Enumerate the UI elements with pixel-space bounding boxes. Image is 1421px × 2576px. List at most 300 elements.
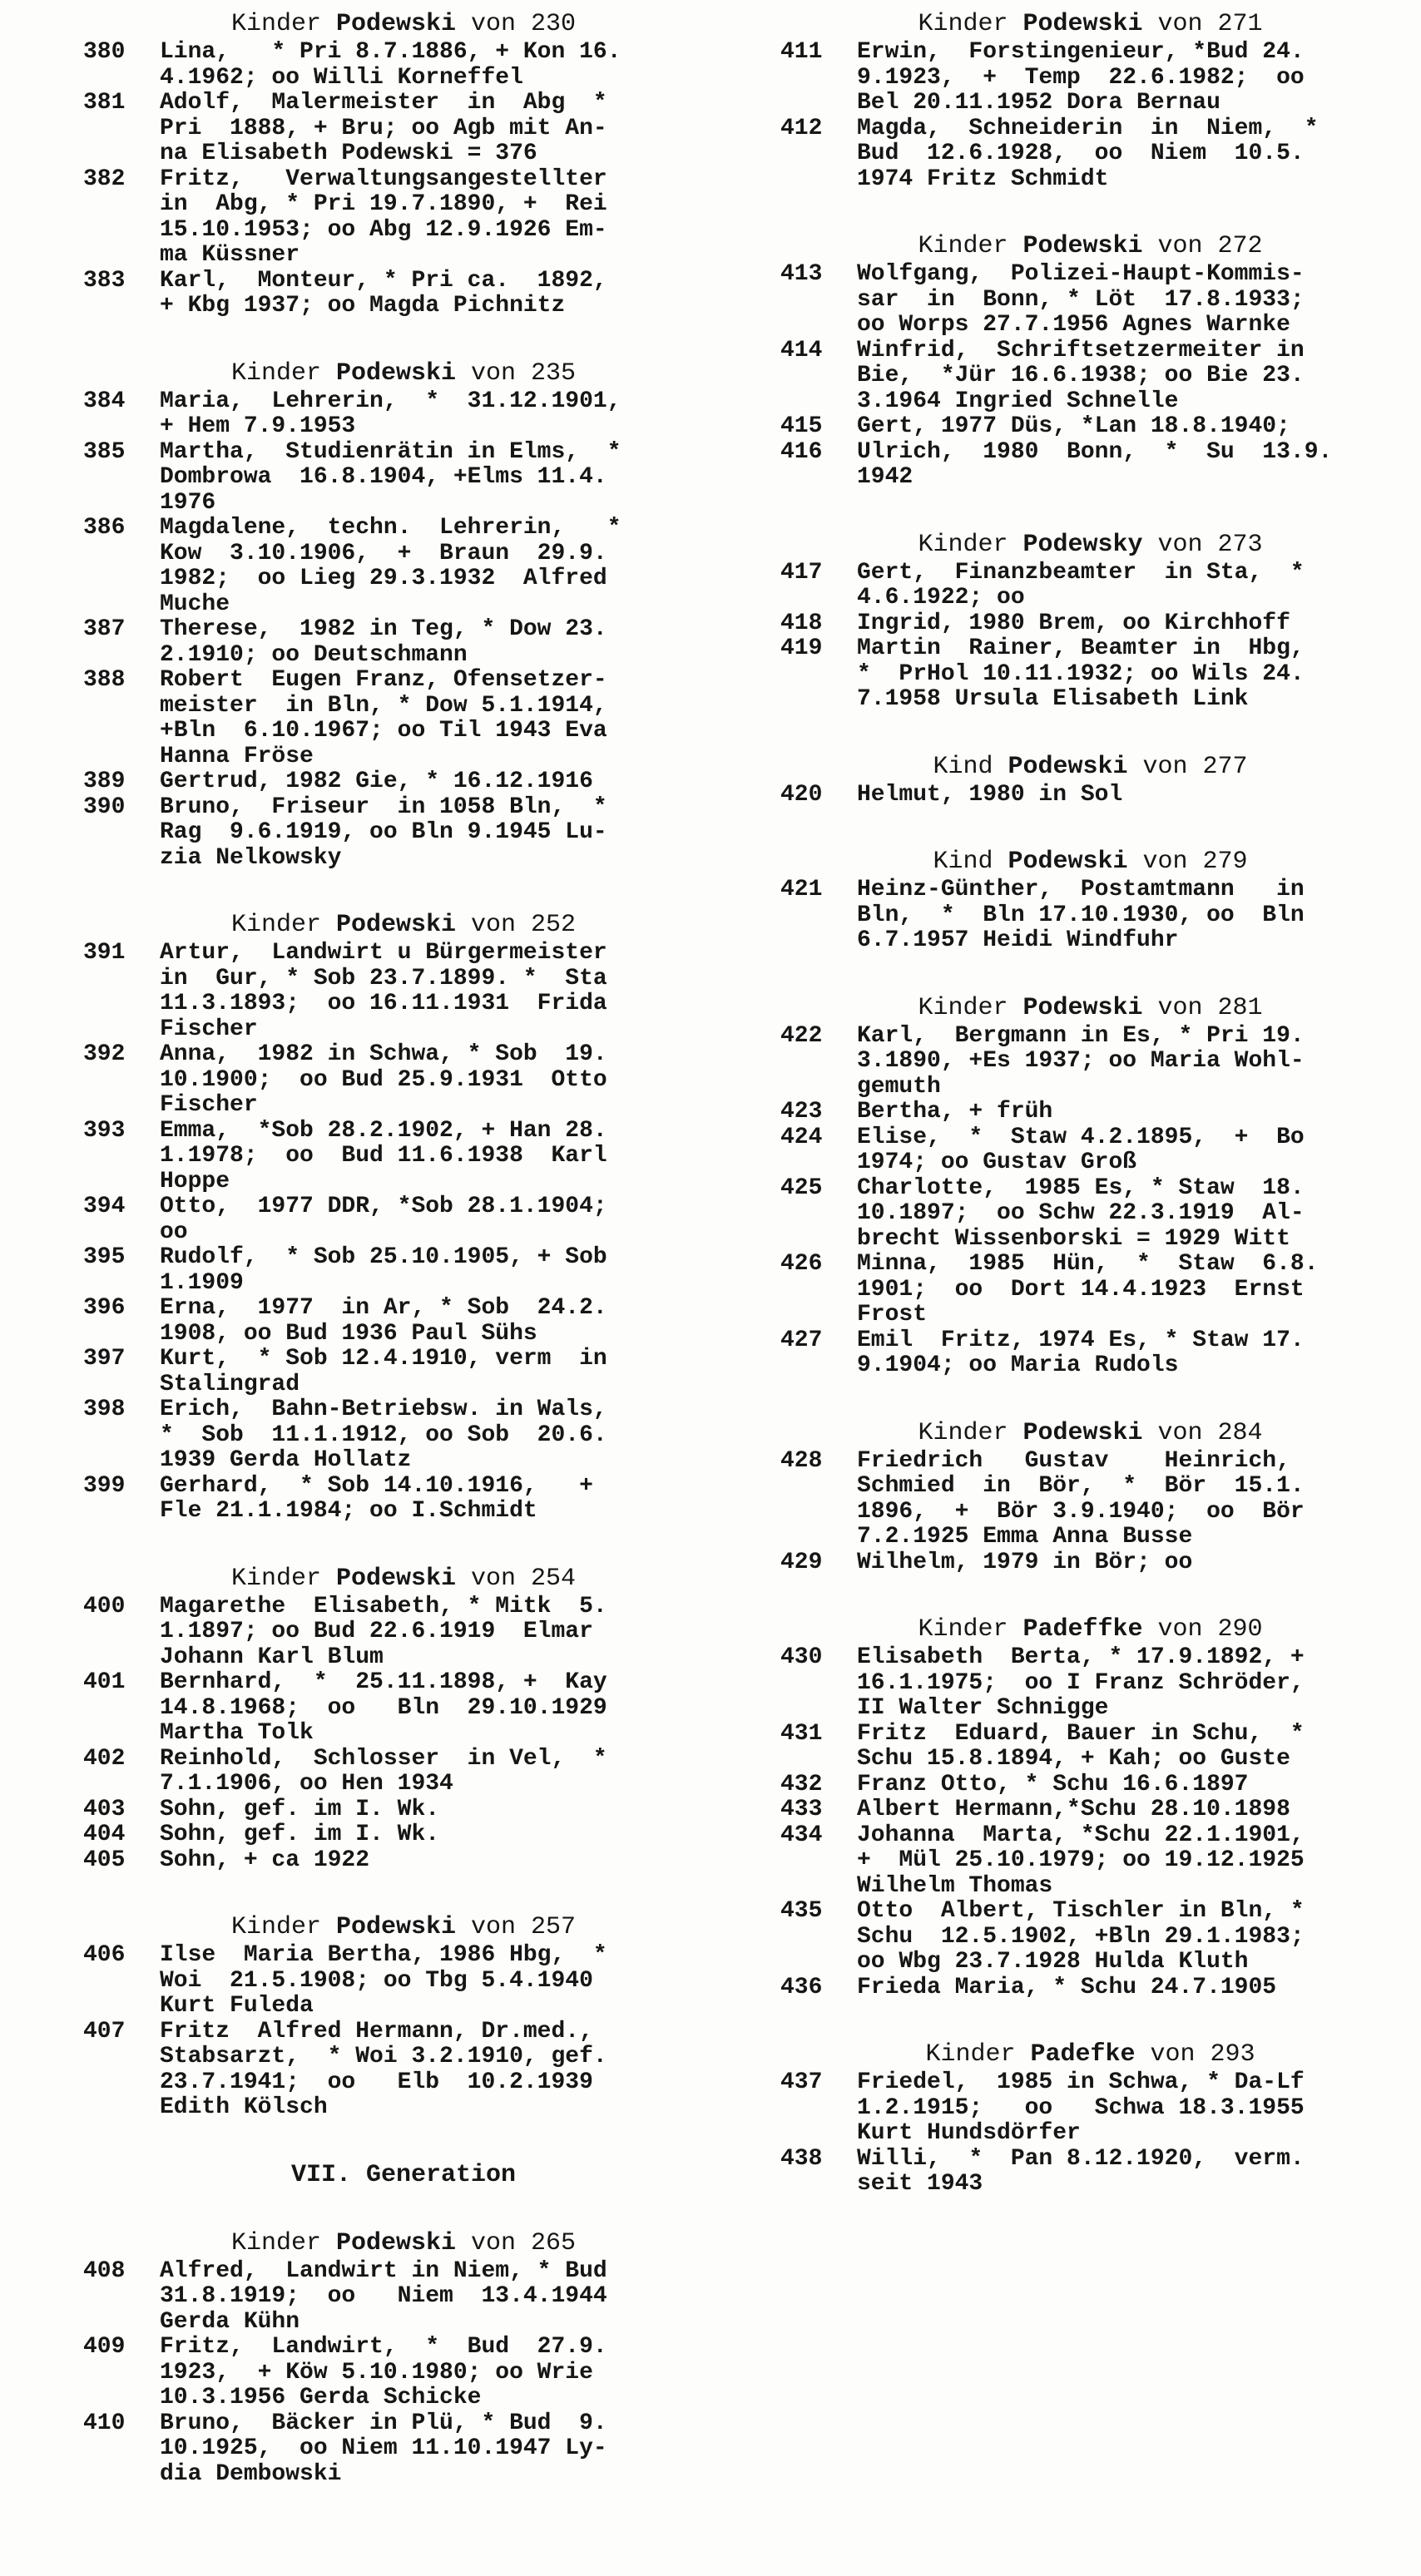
entry-line: gemuth (857, 1073, 941, 1100)
entry-line: Erwin, Forstingenieur, *Bud 24. (857, 39, 1305, 65)
entry-text (857, 116, 1400, 193)
section-heading (780, 2040, 1400, 2069)
entry-text (160, 1119, 724, 1195)
family-section (780, 2040, 1400, 2198)
entry-line: Willi, * Pan 8.12.1920, verm. (857, 2145, 1305, 2172)
entry-line: Magarethe Elisabeth, * Mitk 5. (160, 1593, 607, 1619)
entry-line: Lina, * Pri 8.7.1886, + Kon 16. (160, 39, 621, 65)
section-gap (83, 2189, 724, 2229)
entry-line: Schu 15.8.1894, + Kah; oo Guste (857, 1746, 1290, 1772)
heading-surname: Padeffke (1022, 1615, 1143, 1644)
entry-text (160, 1347, 724, 1397)
entry-line: Edith Kölsch (160, 2094, 328, 2120)
entry-number: 393 (83, 1117, 126, 1144)
person-entry (83, 795, 724, 872)
entry-line: 1901; oo Dort 14.4.1923 Ernst (857, 1276, 1305, 1303)
entry-line: Ilse Maria Bertha, 1986 Hbg, * (160, 1942, 607, 1968)
entry-line: ma Küssner (160, 242, 300, 268)
section-gap (780, 1379, 1400, 1419)
entry-text (160, 1943, 724, 2020)
person-entry (780, 1024, 1400, 1100)
family-section (780, 994, 1400, 1379)
entry-line: 7.1958 Ursula Elisabeth Link (857, 686, 1249, 712)
person-entry (780, 1328, 1400, 1379)
entry-line: 11.3.1893; oo 16.11.1931 Frida (160, 991, 607, 1016)
entry-line: Frieda Maria, * Schu 24.7.1905 (857, 1974, 1277, 2000)
entry-text (857, 1125, 1400, 1176)
entry-line: Emma, *Sob 28.2.1902, + Han 28. (160, 1117, 607, 1144)
heading-surname: Podewski (1022, 993, 1143, 1022)
generation-title: VII. Generation (290, 2160, 517, 2189)
entry-line: Bie, *Jür 16.6.1938; oo Bie 23. (857, 363, 1305, 388)
entry-number: 431 (780, 1720, 823, 1747)
entry-text (160, 2020, 724, 2121)
person-entry (780, 40, 1400, 116)
entry-number: 386 (83, 515, 126, 541)
entry-text (857, 1797, 1400, 1823)
entry-text (160, 1296, 724, 1347)
section-gap (83, 319, 724, 359)
entry-line: Schmied in Bör, * Bör 15.1. (857, 1473, 1305, 1499)
entry-line: Wolfgang, Polizei-Haupt-Kommis- (857, 261, 1305, 287)
entry-number: 390 (83, 794, 126, 820)
heading-parent-ref: von 271 (1142, 10, 1263, 38)
entry-line: 1.2.1915; oo Schwa 18.3.1955 (857, 2094, 1305, 2121)
entry-line: Albert Hermann,*Schu 28.10.1898 (857, 1797, 1290, 1822)
entry-line: 9.1904; oo Maria Rudols (857, 1352, 1179, 1378)
entry-line: in Gur, * Sob 23.7.1899. * Sta (160, 965, 607, 991)
entry-line: Winfrid, Schriftsetzermeiter in (857, 337, 1305, 363)
entry-line: Emil Fritz, 1974 Es, * Staw 17. (857, 1327, 1305, 1353)
heading-parent-ref: von 281 (1142, 993, 1263, 1022)
heading-surname: Podewski (335, 2228, 457, 2257)
heading-surname: Podewski (1008, 848, 1128, 876)
entry-line: Bruno, Friseur in 1058 Bln, * (160, 794, 607, 820)
entry-number: 433 (780, 1797, 823, 1822)
entry-line: Maria, Lehrerin, * 31.12.1901, (160, 388, 621, 414)
entry-line: Charlotte, 1985 Es, * Staw 18. (857, 1174, 1305, 1201)
heading-prefix: Kinder (230, 1913, 336, 1941)
entry-line: Fritz Alfred Hermann, Dr.med., (160, 2018, 593, 2044)
entry-line: meister in Bln, * Dow 5.1.1914, (160, 692, 607, 719)
entry-line: Frost (857, 1302, 928, 1328)
heading-surname: Podewski (335, 1913, 457, 1941)
entry-number: 401 (83, 1669, 126, 1695)
entry-number: 423 (780, 1099, 823, 1125)
entry-line: Artur, Landwirt u Bürgermeister (160, 940, 607, 966)
entry-line: Magdalene, techn. Lehrerin, * (160, 515, 621, 541)
entry-line: 2.1910; oo Deutschmann (160, 641, 468, 668)
entry-text (857, 440, 1400, 491)
entry-text (160, 2259, 724, 2336)
family-section (83, 1565, 724, 1874)
person-entry (83, 1296, 724, 1347)
entry-number: 381 (83, 90, 126, 116)
section-heading (780, 1419, 1400, 1447)
entry-number: 418 (780, 610, 823, 636)
person-entry (780, 1722, 1400, 1773)
person-entry (780, 611, 1400, 637)
heading-surname: Podewsky (1022, 530, 1143, 559)
entry-line: dia Dembowski (160, 2460, 342, 2487)
entry-line: Therese, 1982 in Teg, * Dow 23. (160, 616, 607, 642)
entry-number: 406 (83, 1942, 126, 1968)
person-entry (780, 1975, 1400, 2001)
entry-line: Helmut, 1980 in Sol (857, 781, 1123, 808)
entry-line: 1939 Gerda Hollatz (160, 1447, 412, 1473)
entry-line: Gert, Finanzbeamter in Sta, * (857, 559, 1305, 586)
entry-number: 413 (780, 261, 823, 287)
entry-number: 382 (83, 166, 126, 192)
entry-line: Karl, Bergmann in Es, * Pri 19. (857, 1022, 1305, 1049)
entry-number: 432 (780, 1771, 823, 1797)
entry-text (160, 2335, 724, 2411)
entry-line: 1908, oo Bud 1936 Paul Sühs (160, 1320, 537, 1347)
entry-line: Wilhelm Thomas (857, 1872, 1053, 1899)
section-gap (780, 954, 1400, 994)
entry-line: Kurt Hundsdörfer (857, 2120, 1081, 2146)
heading-surname: Podewski (335, 10, 457, 38)
person-entry (83, 1245, 724, 1296)
entry-line: 1942 (857, 464, 914, 490)
entry-text (857, 2147, 1400, 2198)
entry-line: Ingrid, 1980 Brem, oo Kirchhoff (857, 610, 1290, 636)
entry-number: 438 (780, 2145, 823, 2172)
entry-line: Gertrud, 1982 Gie, * 16.12.1916 (160, 769, 593, 794)
entry-line: Alfred, Landwirt in Niem, * Bud (160, 2257, 607, 2284)
section-gap (780, 808, 1400, 848)
entry-number: 385 (83, 438, 126, 465)
entry-line: Martha, Studienrätin in Elms, * (160, 438, 621, 465)
heading-parent-ref: von 284 (1142, 1418, 1263, 1447)
family-section (780, 1419, 1400, 1576)
person-entry (83, 91, 724, 167)
entry-text (160, 1670, 724, 1747)
entry-number: 426 (780, 1251, 823, 1277)
entry-text (160, 1245, 724, 1296)
entry-line: 3.1890, +Es 1937; oo Maria Wohl- (857, 1048, 1305, 1074)
person-entry (83, 2259, 724, 2336)
entry-line: 10.1925, oo Niem 11.10.1947 Ly- (160, 2435, 607, 2461)
section-gap (83, 1525, 724, 1565)
entry-text (160, 1595, 724, 1671)
entry-text (857, 1328, 1400, 1379)
section-heading (780, 753, 1400, 781)
entry-text (857, 339, 1400, 415)
person-entry (83, 1848, 724, 1874)
person-entry (780, 1899, 1400, 1975)
person-entry (780, 440, 1400, 491)
entry-text (160, 668, 724, 769)
entry-line: 15.10.1953; oo Abg 12.9.1926 Em- (160, 216, 607, 243)
person-entry (780, 339, 1400, 415)
person-entry (780, 1797, 1400, 1823)
entry-text (160, 2411, 724, 2488)
entry-number: 389 (83, 769, 126, 794)
entry-number: 434 (780, 1822, 823, 1848)
entry-text (160, 1194, 724, 1245)
person-entry (83, 668, 724, 769)
entry-text (857, 1176, 1400, 1253)
entry-number: 402 (83, 1745, 126, 1772)
person-entry (83, 769, 724, 795)
heading-prefix: Kind (933, 848, 1008, 876)
section-gap (780, 192, 1400, 232)
person-entry (83, 1347, 724, 1397)
heading-parent-ref: von 290 (1142, 1615, 1263, 1644)
entry-text (160, 516, 724, 617)
entry-number: 384 (83, 388, 126, 414)
section-heading (83, 1913, 724, 1941)
entry-text (857, 561, 1400, 611)
person-entry (83, 40, 724, 91)
family-section (83, 10, 724, 319)
heading-prefix: Kinder (230, 2228, 336, 2257)
person-entry (780, 878, 1400, 954)
person-entry (780, 636, 1400, 713)
heading-prefix: Kinder (918, 530, 1023, 559)
family-section (780, 232, 1400, 491)
entry-line: * Sob 11.1.1912, oo Sob 20.6. (160, 1421, 607, 1448)
entry-line: in Abg, * Pri 19.7.1890, + Rei (160, 191, 607, 217)
heading-parent-ref: von 277 (1127, 752, 1248, 781)
family-section (83, 359, 724, 872)
entry-line: + Mül 25.10.1979; oo 19.12.1925 (857, 1847, 1305, 1873)
entry-line: Gert, 1977 Düs, *Lan 18.8.1940; (857, 413, 1290, 439)
section-gap (83, 1873, 724, 1913)
entry-line: Kow 3.10.1906, + Braun 29.9. (160, 540, 607, 566)
heading-surname: Podewski (1008, 752, 1128, 781)
entry-text (160, 1848, 724, 1874)
person-entry (780, 561, 1400, 611)
entry-text (857, 1024, 1400, 1100)
entry-text (160, 617, 724, 668)
section-gap (780, 2000, 1400, 2040)
entry-number: 437 (780, 2069, 823, 2095)
entry-line: oo Worps 27.7.1956 Agnes Warnke (857, 312, 1290, 338)
section-heading (780, 232, 1400, 260)
family-section (83, 1913, 724, 2121)
entry-number: 405 (83, 1847, 126, 1873)
entry-number: 399 (83, 1472, 126, 1499)
family-section (780, 753, 1400, 808)
entry-text (857, 1975, 1400, 2001)
entry-line: 14.8.1968; oo Bln 29.10.1929 (160, 1694, 607, 1721)
section-heading (83, 911, 724, 939)
heading-parent-ref: von 279 (1127, 848, 1248, 876)
entry-text (160, 941, 724, 1042)
entry-text (857, 1449, 1400, 1550)
entry-line: Johanna Marta, *Schu 22.1.1901, (857, 1822, 1305, 1848)
entry-text (857, 1722, 1400, 1773)
section-heading (780, 10, 1400, 38)
entry-number: 400 (83, 1593, 126, 1619)
entry-line: Woi 21.5.1908; oo Tbg 5.4.1940 (160, 1967, 593, 1994)
entry-line: Rudolf, * Sob 25.10.1905, + Sob (160, 1244, 607, 1270)
entry-text (857, 2070, 1400, 2147)
entry-number: 387 (83, 616, 126, 642)
entry-text (160, 1797, 724, 1823)
entry-line: Bernhard, * 25.11.1898, + Kay (160, 1669, 607, 1695)
entry-number: 417 (780, 559, 823, 586)
entry-text (857, 1550, 1400, 1576)
entry-number: 409 (83, 2334, 126, 2360)
person-entry (83, 389, 724, 440)
entry-number: 392 (83, 1041, 126, 1067)
person-entry (780, 783, 1400, 808)
entry-line: oo (160, 1219, 188, 1245)
entry-text (160, 795, 724, 872)
entry-text (160, 167, 724, 269)
person-entry (780, 1550, 1400, 1576)
family-section (780, 848, 1400, 954)
family-section (83, 911, 724, 1525)
section-gap (83, 2121, 724, 2161)
entry-text (160, 440, 724, 517)
entry-line: Sohn, gef. im I. Wk. (160, 1822, 440, 1847)
entry-line: Heinz-Günther, Postamtmann in (857, 877, 1305, 902)
heading-prefix: Kinder (918, 1418, 1023, 1447)
entry-line: Robert Eugen Franz, Ofensetzer- (160, 667, 607, 693)
entry-line: Bud 12.6.1928, oo Niem 10.5. (857, 141, 1305, 166)
person-entry (83, 1822, 724, 1848)
person-entry (780, 414, 1400, 440)
entry-line: Sohn, + ca 1922 (160, 1847, 370, 1873)
heading-parent-ref: von 235 (456, 358, 577, 388)
entry-text (160, 1397, 724, 1474)
entry-text (160, 91, 724, 167)
entry-number: 397 (83, 1346, 126, 1372)
entry-line: + Hem 7.9.1953 (160, 413, 356, 439)
section-heading (780, 994, 1400, 1022)
entry-line: Gerda Kühn (160, 2308, 300, 2335)
entry-number: 394 (83, 1194, 126, 1219)
section-gap (83, 871, 724, 911)
left-column (83, 10, 724, 2487)
person-entry (83, 1595, 724, 1671)
person-entry (780, 1100, 1400, 1125)
entry-line: Gerhard, * Sob 14.10.1916, + (160, 1472, 593, 1499)
entry-line: Erna, 1977 in Ar, * Sob 24.2. (160, 1295, 607, 1321)
entry-line: Friedrich Gustav Heinrich, (857, 1447, 1290, 1474)
entry-line: + Kbg 1937; oo Magda Pichnitz (160, 293, 566, 319)
entry-number: 398 (83, 1397, 126, 1422)
entry-line: Martin Rainer, Beamter in Hbg, (857, 635, 1305, 661)
entry-number: 425 (780, 1174, 823, 1201)
heading-surname: Podewski (335, 911, 457, 939)
entry-line: Otto, 1977 DDR, *Sob 28.1.1904; (160, 1194, 607, 1219)
right-column (780, 10, 1400, 2198)
entry-line: Stabsarzt, * Woi 3.2.1910, gef. (160, 2044, 607, 2069)
entry-line: 16.1.1975; oo I Franz Schröder, (857, 1669, 1305, 1696)
entry-text (160, 40, 724, 91)
heading-prefix: Kinder (230, 911, 336, 939)
entry-text (160, 1747, 724, 1797)
person-entry (83, 1194, 724, 1245)
person-entry (780, 1176, 1400, 1253)
entry-number: 424 (780, 1124, 823, 1150)
entry-line: 7.1.1906, oo Hen 1934 (160, 1771, 453, 1797)
heading-surname: Podewski (1022, 232, 1143, 260)
entry-line: zia Nelkowsky (160, 844, 342, 871)
entry-number: 380 (83, 39, 126, 65)
person-entry (83, 941, 724, 1042)
person-entry (780, 1773, 1400, 1798)
entry-line: brecht Wissenborski = 1929 Witt (857, 1225, 1290, 1252)
person-entry (780, 262, 1400, 339)
heading-parent-ref: von 265 (456, 2228, 577, 2257)
entry-line: Rag 9.6.1919, oo Bln 9.1945 Lu- (160, 819, 607, 845)
entry-line: 1896, + Bör 3.9.1940; oo Bör (857, 1498, 1305, 1525)
heading-parent-ref: von 273 (1142, 530, 1263, 559)
entry-number: 415 (780, 413, 823, 439)
entry-line: Friedel, 1985 in Schwa, * Da-Lf (857, 2069, 1305, 2095)
person-entry (83, 2335, 724, 2411)
entry-text (160, 269, 724, 319)
heading-prefix: Kinder (230, 1564, 336, 1593)
entry-line: Fritz, Landwirt, * Bud 27.9. (160, 2334, 607, 2360)
entry-text (857, 1252, 1400, 1328)
entry-line: Muche (160, 591, 230, 617)
entry-line: 6.7.1957 Heidi Windfuhr (857, 927, 1179, 953)
person-entry (83, 516, 724, 617)
entry-line: 10.1897; oo Schw 22.3.1919 Al- (857, 1200, 1305, 1226)
person-entry (83, 440, 724, 517)
entry-line: 1.1978; oo Bud 11.6.1938 Karl (160, 1143, 607, 1169)
entry-number: 410 (83, 2410, 126, 2436)
entry-number: 436 (780, 1974, 823, 2000)
entry-line: +Bln 6.10.1967; oo Til 1943 Eva (160, 718, 607, 744)
entry-line: Martha Tolk (160, 1720, 314, 1746)
heading-parent-ref: von 257 (456, 1913, 577, 1941)
section-heading (780, 1615, 1400, 1644)
heading-parent-ref: von 254 (456, 1564, 577, 1593)
entry-text (160, 769, 724, 795)
entry-number: 416 (780, 438, 823, 465)
heading-prefix: Kinder (925, 2040, 1031, 2069)
entry-line: 7.2.1925 Emma Anna Busse (857, 1524, 1193, 1550)
section-heading (83, 1565, 724, 1593)
person-entry (83, 1119, 724, 1195)
entry-number: 407 (83, 2018, 126, 2044)
entry-text (160, 389, 724, 440)
entry-text (160, 1042, 724, 1119)
heading-parent-ref: von 272 (1142, 232, 1263, 260)
heading-surname: Podewski (1022, 10, 1143, 38)
person-entry (83, 1474, 724, 1525)
entry-line: Fritz, Verwaltungsangestellter (160, 166, 607, 192)
entry-line: 9.1923, + Temp 22.6.1982; oo (857, 64, 1305, 91)
entry-number: 420 (780, 781, 823, 808)
entry-line: * PrHol 10.11.1932; oo Wils 24. (857, 660, 1305, 687)
heading-parent-ref: von 230 (456, 10, 577, 38)
entry-line: Johann Karl Blum (160, 1644, 384, 1670)
entry-line: Magda, Schneiderin in Niem, * (857, 115, 1319, 141)
entry-number: 403 (83, 1796, 126, 1822)
entry-line: sar in Bonn, * Löt 17.8.1933; (857, 286, 1305, 313)
heading-prefix: Kinder (918, 993, 1023, 1022)
entry-number: 422 (780, 1022, 823, 1049)
entry-text (857, 636, 1400, 713)
entry-text (857, 1773, 1400, 1798)
entry-text (857, 878, 1400, 954)
person-entry (83, 1042, 724, 1119)
entry-line: 1.1909 (160, 1269, 244, 1296)
entry-number: 428 (780, 1447, 823, 1474)
heading-parent-ref: von 293 (1135, 2040, 1255, 2069)
person-entry (83, 2020, 724, 2121)
entry-line: Adolf, Malermeister in Abg * (160, 90, 607, 116)
